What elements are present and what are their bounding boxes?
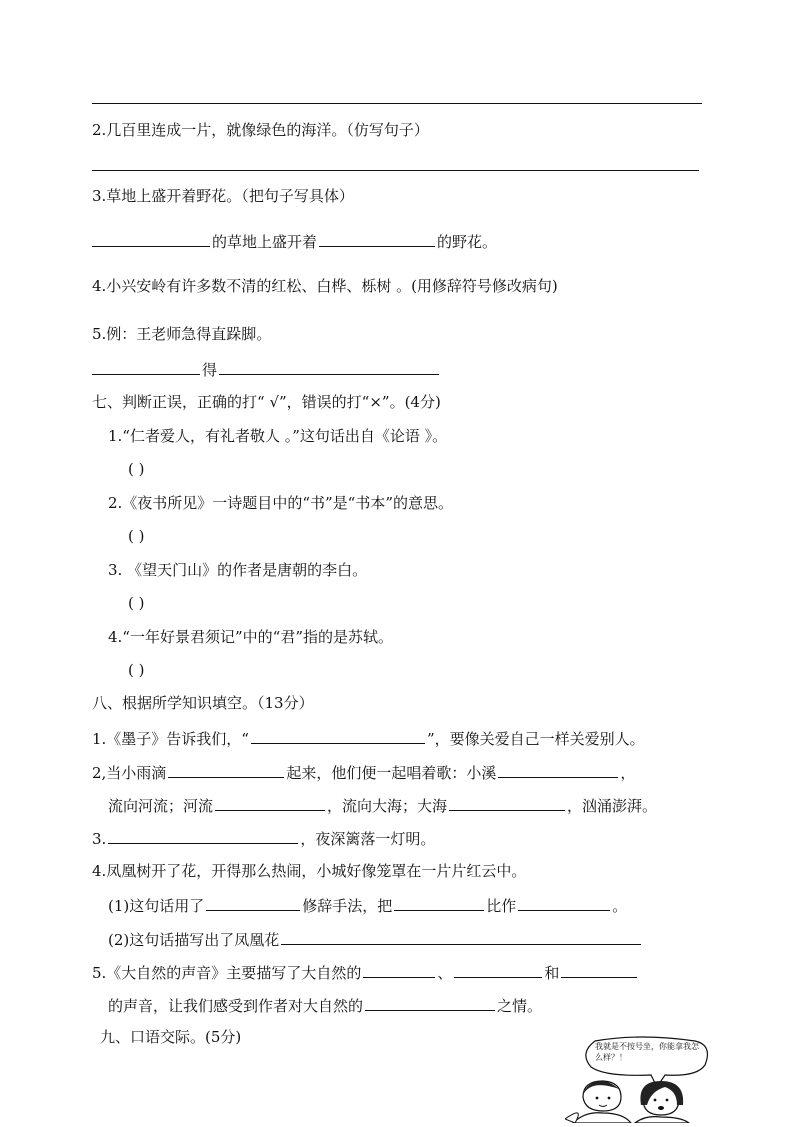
blank-field[interactable] (206, 894, 300, 911)
answer-paren[interactable]: ( ) (128, 527, 145, 545)
q7-item-3: 3. 《望天门山》的作者是唐朝的李白。 (108, 561, 368, 579)
cartoon-svg (565, 1035, 715, 1123)
blank-field[interactable] (215, 794, 325, 811)
q6-item2: 2.几百里连成一片，就像绿色的海洋。（仿写句子） (92, 121, 429, 139)
answer-line (92, 103, 702, 104)
blank-field[interactable] (363, 961, 435, 978)
q6-item5-fill: 得 (92, 358, 441, 380)
blank-field[interactable] (319, 230, 435, 247)
q9-heading: 九、口语交际。(5分) (100, 1028, 242, 1046)
q8-line-6: (1)这句话用了 修辞手法，把 比作 。 (108, 894, 627, 916)
blank-field[interactable] (251, 727, 425, 744)
cartoon-illustration (565, 1035, 715, 1123)
q7-heading: 七、判断正误，正确的打“ √”，错误的打“×”。(4分) (92, 393, 441, 411)
blank-field[interactable] (219, 358, 439, 375)
blank-field[interactable] (561, 961, 637, 978)
blank-field[interactable] (449, 794, 565, 811)
q6-item4: 4.小兴安岭有许多数不清的红松、白桦、栎树 。(用修辞符号修改病句) (92, 277, 558, 295)
blank-field[interactable] (92, 230, 210, 247)
q8-line-7: (2)这句话描写出了凤凰花 (108, 928, 643, 950)
q8-line-4: 3. ，夜深篱落一灯明。 (92, 827, 435, 849)
answer-paren[interactable]: ( ) (128, 594, 145, 612)
q7-item-4: 4.“一年好景君须记”中的“君”指的是苏轼。 (108, 628, 393, 646)
blank-field[interactable] (108, 827, 298, 844)
q8-line-9: 的声音，让我们感受到作者对大自然的 之情。 (108, 994, 542, 1016)
q7-item-2: 2.《夜书所见》一诗题目中的“书”是“书本”的意思。 (108, 494, 453, 512)
blank-field[interactable] (454, 961, 542, 978)
answer-line (92, 170, 699, 171)
blank-field[interactable] (365, 994, 495, 1011)
blank-field[interactable] (394, 894, 484, 911)
q8-line-3: 流向河流；河流 ，流向大海；大海 ，汹涌澎湃。 (108, 794, 657, 816)
q8-heading: 八、根据所学知识填空。（13分） (92, 694, 314, 712)
q8-line-1: 1.《墨子》告诉我们，“ ”，要像关爱自己一样关爱别人。 (92, 727, 645, 749)
blank-field[interactable] (168, 761, 284, 778)
answer-paren[interactable]: ( ) (128, 460, 145, 478)
q7-item-1: 1.“仁者爱人，有礼者敬人 。”这句话出自《论语 》。 (108, 427, 448, 445)
q6-item3: 3.草地上盛开着野花。（把句子写具体） (92, 187, 354, 205)
speech-bubble-text: 我就是不按号坐，你能拿我怎么样？！ (595, 1042, 699, 1062)
blank-field[interactable] (518, 894, 610, 911)
blank-field[interactable] (92, 358, 200, 375)
blank-field[interactable] (281, 928, 641, 945)
q6-item3-fill: 的草地上盛开着 的野花。 (92, 230, 497, 252)
q8-line-5: 4.凤凰树开了花，开得那么热闹，小城好像笼罩在一片片红云中。 (92, 862, 527, 880)
q6-item5: 5.例：王老师急得直跺脚。 (92, 325, 272, 343)
q8-line-8: 5.《大自然的声音》主要描写了大自然的 、 和 (92, 961, 639, 983)
blank-field[interactable] (498, 761, 618, 778)
answer-paren[interactable]: ( ) (128, 661, 145, 679)
q8-line-2: 2,当小雨滴 起来，他们便一起唱着歌：小溪 ， (92, 761, 635, 783)
